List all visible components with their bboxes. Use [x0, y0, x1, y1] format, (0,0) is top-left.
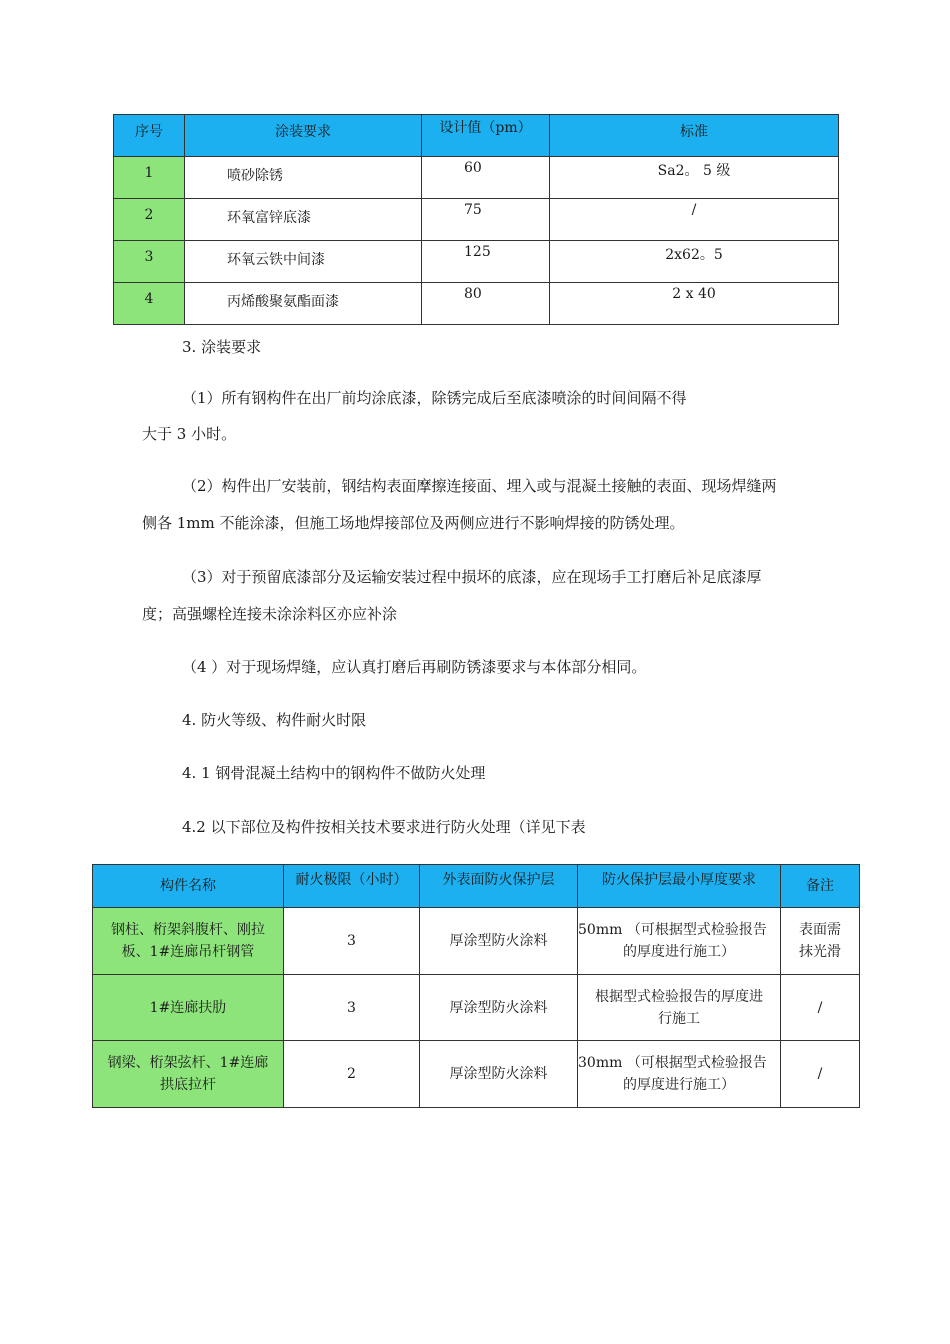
row-thickness-line-1: 30mm （可根据型式检验报告 [578, 1055, 767, 1071]
row-layer: 厚涂型防火涂料 [420, 908, 578, 975]
table-header-row [114, 115, 839, 157]
row-no: 3 [114, 241, 185, 283]
row-thickness-line-2: 行施工 [658, 1010, 700, 1027]
row-item: 环氧富锌底漆 [185, 199, 422, 241]
col-header-design-value: 设计值（pm） [422, 115, 550, 157]
table-row [93, 975, 860, 1041]
row-thickness-line-1: 50mm （可根据型式检验报告 [578, 922, 767, 938]
paragraph-2-line-2: 侧各 1mm 不能涂漆，但施工场地焊接部位及两侧应进行不影响焊接的防锈处理。 [142, 514, 685, 532]
row-name-line-1: 钢柱、桁架斜腹杆、刚拉 [111, 922, 265, 938]
row-name [93, 975, 284, 1041]
section-heading-4-1: 4. 1 钢骨混凝土结构中的钢构件不做防火处理 [182, 764, 486, 782]
paragraph-3-line-1: （3）对于预留底漆部分及运输安装过程中损坏的底漆，应在现场手工打磨后补足底漆厚 [182, 568, 762, 586]
col-header-layer: 外表面防火保护层 [420, 865, 578, 908]
col-header-requirement: 涂装要求 [185, 115, 422, 157]
row-note-line-2: 抹光滑 [799, 944, 841, 960]
paragraph-4: （4 ）对于现场焊缝，应认真打磨后再刷防锈漆要求与本体部分相同。 [182, 658, 647, 676]
row-standard: 2 x 40 [550, 283, 839, 325]
coating-table [113, 114, 839, 325]
section-heading-4-2: 4.2 以下部位及构件按相关技术要求进行防火处理（详见下表 [182, 818, 586, 836]
row-note-line-1: 表面需 [799, 922, 841, 938]
row-name-line-2: 拱底拉杆 [160, 1077, 216, 1093]
row-fire-limit: 3 [284, 908, 420, 975]
paragraph-1-line-2: 大于 3 小时。 [142, 425, 237, 443]
row-item: 喷砂除锈 [185, 157, 422, 199]
row-fire-limit: 3 [284, 975, 420, 1041]
row-note: / [781, 1041, 860, 1108]
table-header-row [93, 865, 860, 908]
row-value: 60 [422, 157, 550, 199]
row-value: 80 [422, 283, 550, 325]
row-name-line-1: 钢梁、桁架弦杆、1#连廊 [107, 1055, 269, 1071]
row-standard: 2x62。5 [550, 241, 839, 283]
col-header-note: 备注 [781, 865, 860, 908]
section-heading-4: 4. 防火等级、构件耐火时限 [182, 711, 367, 729]
table-row [114, 283, 839, 325]
col-header-name: 构件名称 [93, 865, 284, 908]
paragraph-2-line-1: （2）构件出厂安装前，钢结构表面摩擦连接面、埋入或与混凝土接触的表面、现场焊缝两 [182, 477, 777, 495]
paragraph-1-line-1: （1）所有钢构件在出厂前均涂底漆，除锈完成后至底漆喷涂的时间间隔不得 [182, 389, 687, 407]
row-thickness-line-2: 的厚度进行施工） [623, 944, 735, 960]
row-no: 2 [114, 199, 185, 241]
row-item: 环氧云铁中间漆 [185, 241, 422, 283]
col-header-no: 序号 [114, 115, 185, 157]
row-note [781, 908, 860, 975]
row-name-line-1: 1#连廊扶肋 [149, 999, 227, 1016]
row-no: 1 [114, 157, 185, 199]
row-thickness-line-1: 根据型式检验报告的厚度进 [595, 988, 763, 1005]
row-item: 丙烯酸聚氨酯面漆 [185, 283, 422, 325]
row-name [93, 908, 284, 975]
row-standard: / [550, 199, 839, 241]
row-thickness-line-2: 的厚度进行施工） [623, 1077, 735, 1093]
table-row [93, 1041, 860, 1108]
paragraph-3-line-2: 度；高强螺栓连接未涂涂料区亦应补涂 [142, 605, 398, 623]
row-thickness [578, 975, 781, 1041]
row-name [93, 1041, 284, 1108]
row-value: 75 [422, 199, 550, 241]
row-thickness [578, 908, 781, 975]
row-thickness [578, 1041, 781, 1108]
row-name-line-2: 板、1#连廊吊杆钢管 [121, 944, 255, 960]
col-header-fire-limit: 耐火极限（小时） [284, 865, 420, 908]
table-row [114, 241, 839, 283]
col-header-thickness: 防火保护层最小厚度要求 [578, 865, 781, 908]
row-fire-limit: 2 [284, 1041, 420, 1108]
row-layer: 厚涂型防火涂料 [420, 975, 578, 1041]
row-standard: Sa2。 5 级 [550, 157, 839, 199]
table-row [114, 157, 839, 199]
row-value: 125 [422, 241, 550, 283]
row-no: 4 [114, 283, 185, 325]
table-row [114, 199, 839, 241]
table-row [93, 908, 860, 975]
fire-protection-table [92, 864, 860, 1108]
row-layer: 厚涂型防火涂料 [420, 1041, 578, 1108]
col-header-standard: 标准 [550, 115, 839, 157]
section-heading-3: 3. 涂装要求 [182, 338, 262, 356]
row-note: / [781, 975, 860, 1041]
